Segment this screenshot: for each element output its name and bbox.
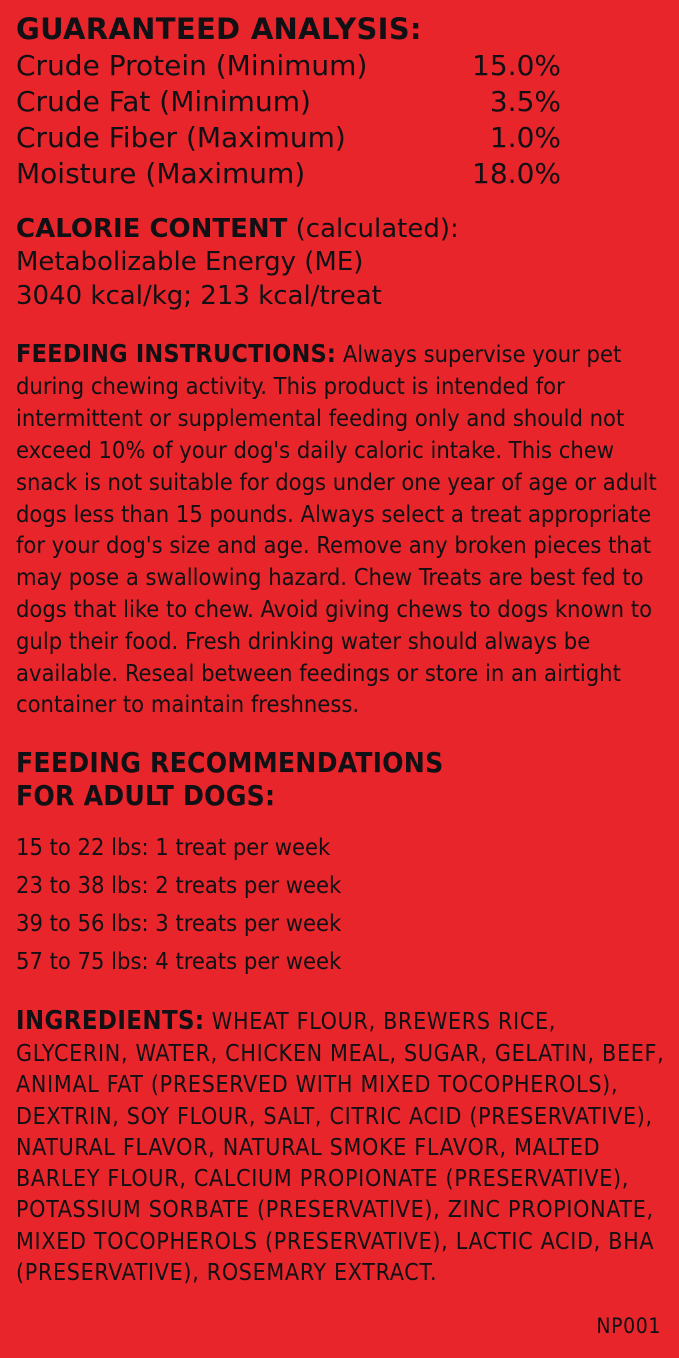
feeding-recommendations-list	[16, 828, 665, 980]
guaranteed-analysis-section	[16, 12, 665, 192]
feeding-instructions-body: Always supervise your pet during chewing activity. This product is intended for intermittent or supplemental feeding only and should not exceed 10% of your dog's daily caloric intake. This chew snack is not suitable for dogs under one year of age or adult dogs less than 15 pounds. Always select a treat appropriate for your dog's size and age. Remove any broken pieces that may pose a swallowing hazard. Chew Treats are best fed to dogs that like to chew. Avoid giving chews to dogs known to gulp their food. Fresh drinking water should always be available. Reseal between feedings or store in an airtight container to maintain freshness.	[16, 340, 657, 719]
guaranteed-analysis-table	[16, 48, 561, 191]
ingredients-section	[16, 1004, 668, 1289]
ingredients-heading: INGREDIENTS:	[16, 1006, 205, 1037]
calorie-content-heading-bold: CALORIE CONTENT	[16, 213, 288, 244]
nutrient-name: Crude Fat (Minimum)	[16, 85, 311, 119]
calorie-content-heading-rest: (calculated):	[287, 213, 459, 244]
nutrient-name: Crude Protein (Minimum)	[16, 49, 368, 83]
table-row	[16, 156, 561, 192]
feeding-recommendations-heading-line-2: FOR ADULT DOGS:	[16, 778, 276, 812]
ingredients-body: WHEAT FLOUR, BREWERS RICE, GLYCERIN, WATER, CHICKEN MEAL, SUGAR, GELATIN, BEEF, ANIMAL FAT (PRESERVED WITH MIXED TOCOPHEROLS), DEXTRIN, SOY FLOUR, SALT, CITRIC ACID (PRESERVATIVE), NATURAL FLAVOR, NATURAL SMOKE FLAVOR, MALTED BARLEY FLOUR, CALCIUM PROPIONATE (PRESERVATIVE), POTASSIUM SORBATE (PRESERVATIVE), ZINC PROPIONATE, MIXED TOCOPHEROLS (PRESERVATIVE), LACTIC ACID, BHA (PRESERVATIVE), ROSEMARY EXTRACT.	[16, 1009, 665, 1287]
feeding-recommendations-section	[16, 747, 665, 980]
nutrient-value: 3.5%	[489, 85, 561, 119]
nutrient-value: 15.0%	[472, 49, 561, 83]
list-item: 57 to 75 lbs: 4 treats per week	[16, 947, 342, 976]
table-row	[16, 48, 561, 84]
table-row	[16, 120, 561, 156]
list-item: 23 to 38 lbs: 2 treats per week	[16, 871, 342, 900]
lot-code: NP001	[596, 1314, 661, 1338]
list-item: 39 to 56 lbs: 3 treats per week	[16, 909, 342, 938]
feeding-instructions-heading: FEEDING INSTRUCTIONS:	[16, 339, 337, 369]
calorie-content-line-1: Metabolizable Energy (ME)	[16, 246, 364, 277]
calorie-content-section	[16, 214, 665, 314]
nutrient-name: Crude Fiber (Maximum)	[16, 120, 346, 154]
feeding-instructions-section	[16, 337, 666, 721]
nutrient-value: 18.0%	[472, 156, 561, 190]
table-row	[16, 84, 561, 120]
calorie-content-heading	[16, 214, 665, 245]
guaranteed-analysis-heading: GUARANTEED ANALYSIS:	[16, 12, 422, 46]
feeding-recommendations-heading-line-1: FEEDING RECOMMENDATIONS	[16, 746, 444, 780]
nutrient-name: Moisture (Maximum)	[16, 156, 306, 190]
nutrient-value: 1.0%	[489, 120, 561, 154]
calorie-content-line-2: 3040 kcal/kg; 213 kcal/treat	[16, 280, 382, 311]
list-item: 15 to 22 lbs: 1 treat per week	[16, 833, 331, 862]
feeding-recommendations-heading	[16, 747, 665, 812]
